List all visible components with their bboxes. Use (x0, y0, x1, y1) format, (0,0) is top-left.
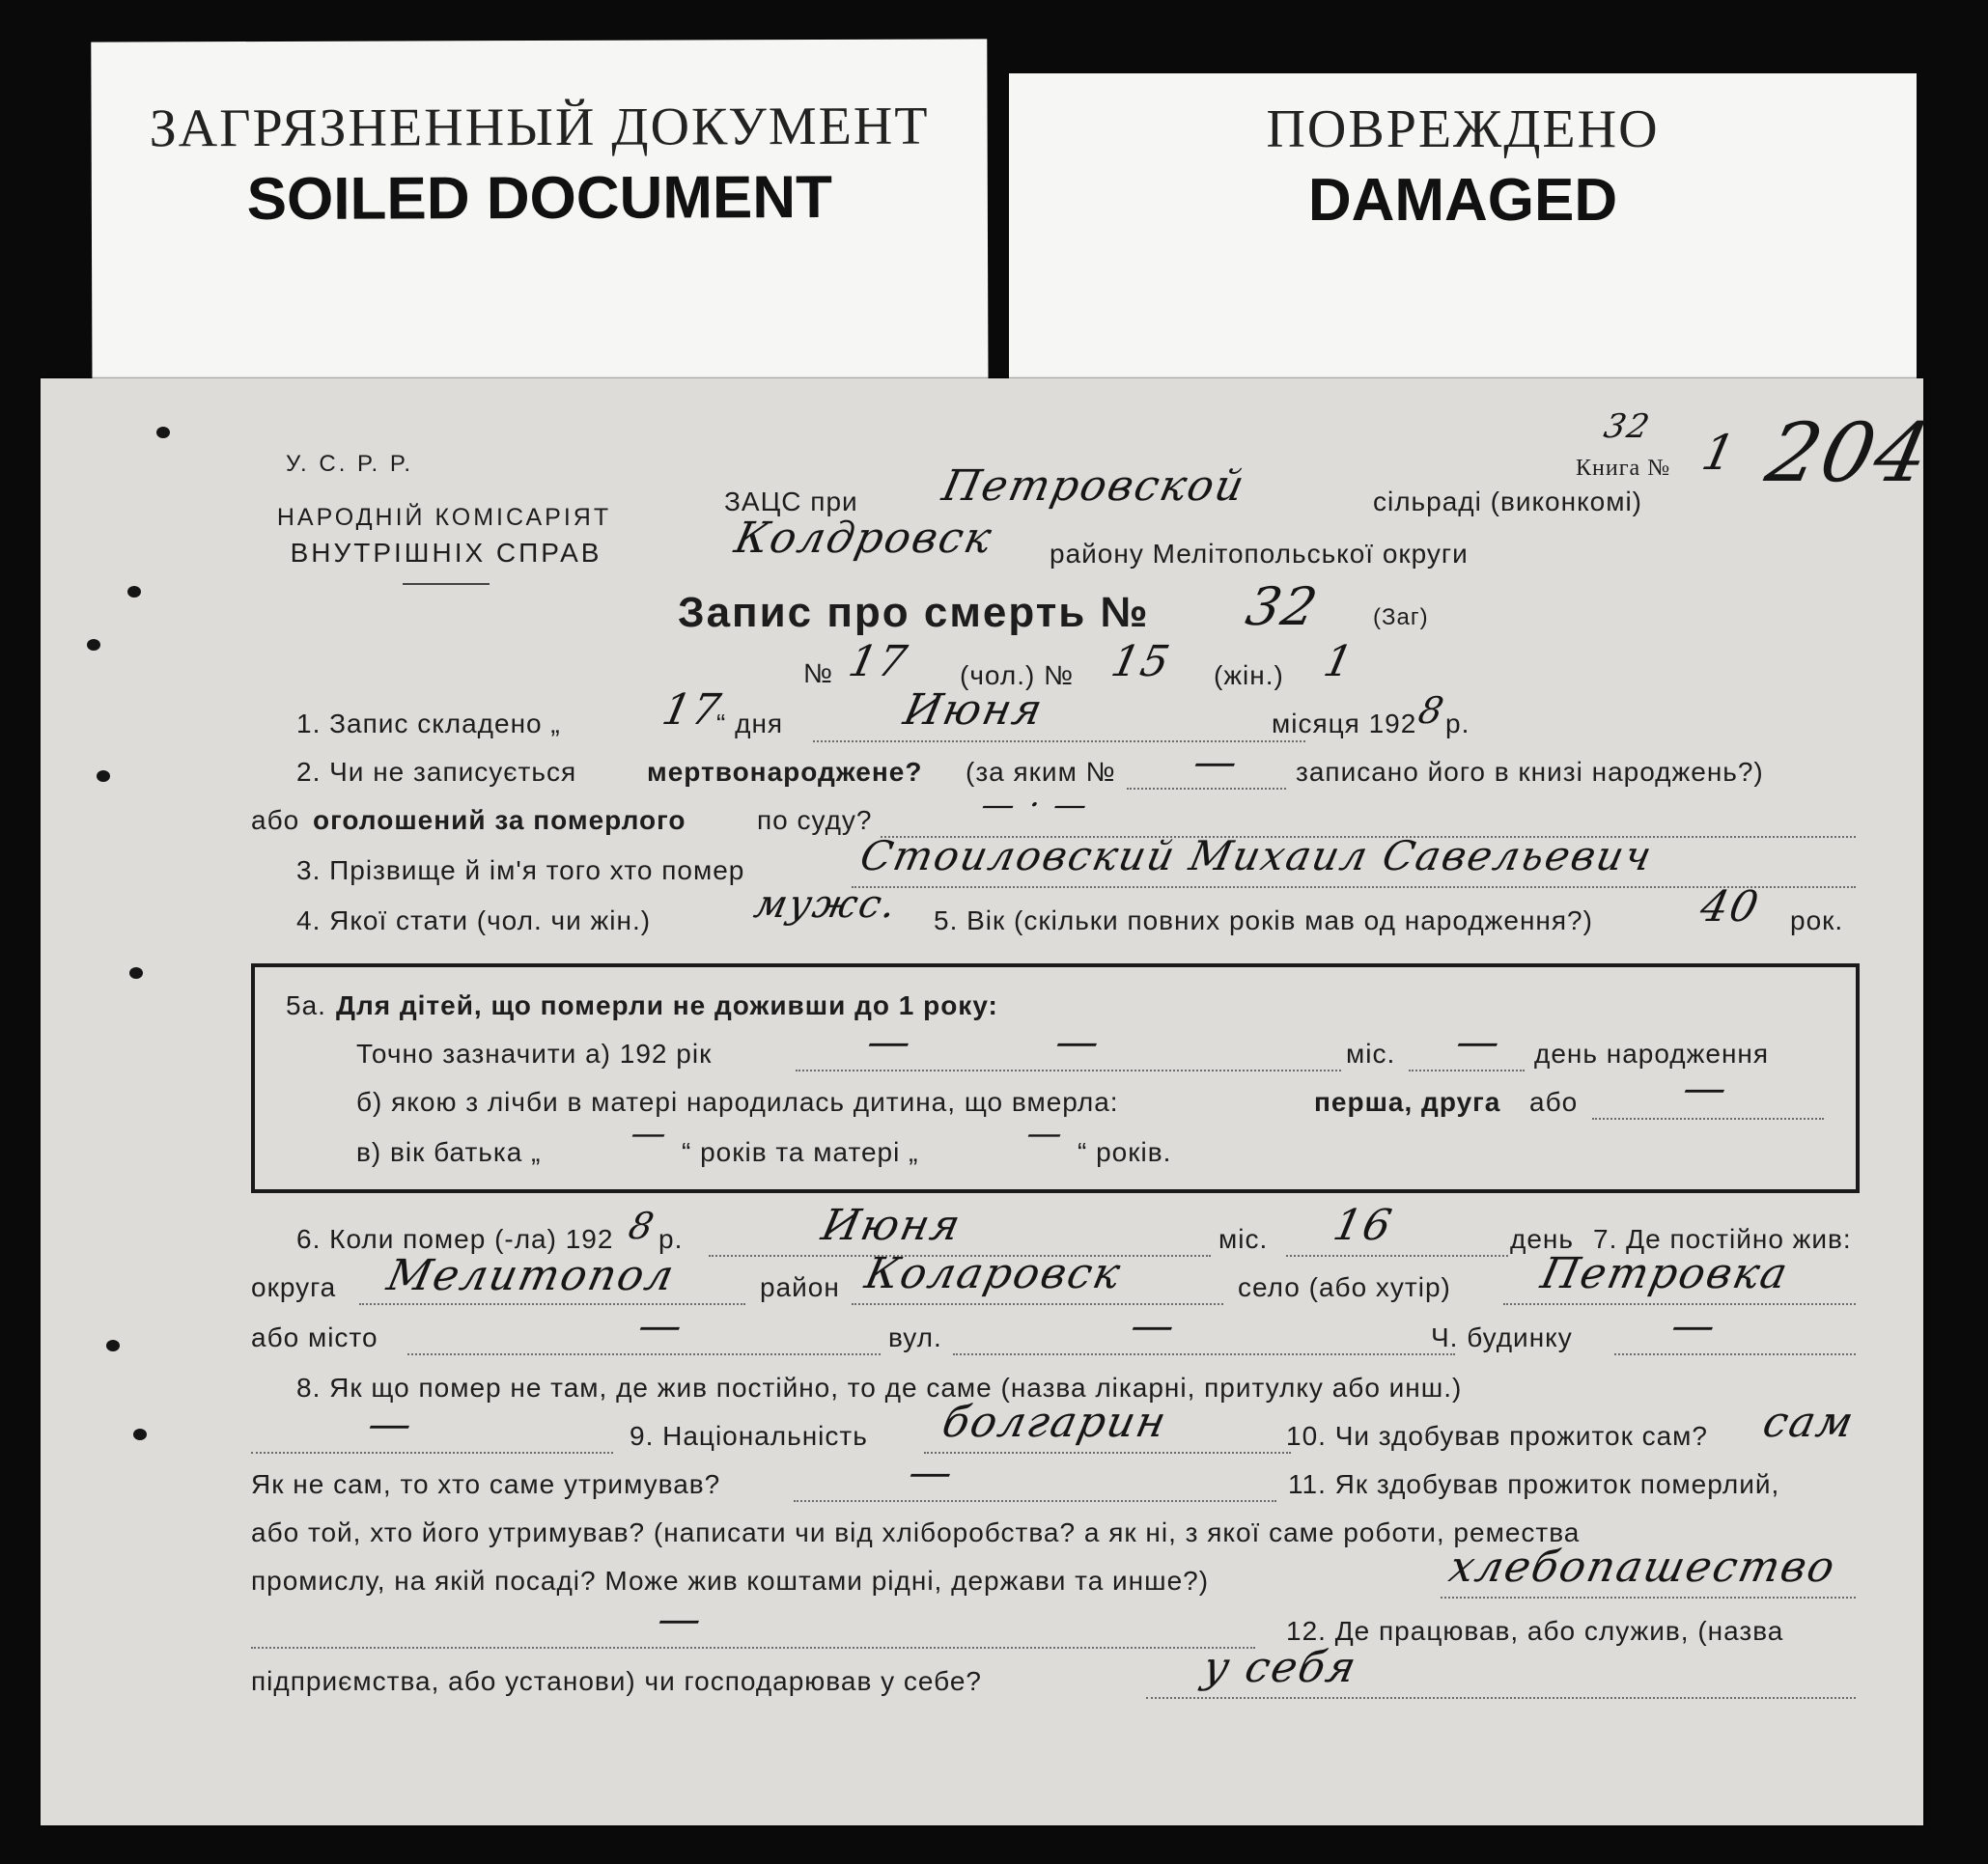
male-number: 17 (844, 637, 913, 686)
f1-month: Июня (899, 685, 1049, 735)
box5a-line-c-mid: “ років та матері „ (682, 1137, 919, 1167)
f1-year: 8 (1414, 689, 1449, 732)
f8-line (251, 1452, 613, 1454)
record-title: Запис про смерть № (678, 589, 1150, 636)
f8-label: 8. Як що помер не там, де жив постійно, то де саме (назва лікарні, притулку або инш.) (296, 1373, 1463, 1403)
f7-okruga-label: округа (251, 1272, 337, 1302)
archive-number: 204 (1758, 405, 1940, 500)
f6-month-label: міс. (1218, 1224, 1269, 1254)
ministry-line-2: ВНУТРІШНІХ СПРАВ (290, 538, 602, 568)
box5a-line-b-bold: перша, друга (1314, 1087, 1501, 1117)
f7-label: 7. Де постійно жив: (1593, 1224, 1852, 1254)
f9-value: болгарин (938, 1398, 1172, 1447)
f7-misto-value: — (633, 1301, 689, 1350)
soiled-label-ru: ЗАГРЯЗНЕННЫЙ ДОКУМЕНТ (149, 96, 930, 159)
f6-label: 6. Коли помер (-ла) 192 (296, 1224, 614, 1254)
district-label: району Мелітопольської округи (1050, 539, 1469, 569)
ministry-line-1: НАРОДНІЙ КОМІСАРІЯТ (276, 504, 612, 531)
f5-unit: рок. (1790, 905, 1844, 935)
f7-okruga-value: Мелитопол (382, 1251, 680, 1300)
damaged-label-en: DAMAGED (1307, 167, 1618, 234)
f11-value: хлебопашество (1444, 1543, 1841, 1592)
f11-line-3: промислу, на якій посаді? Може жив коштами рідні, держави та инше?) (251, 1566, 1210, 1596)
box5a-line-b-dots (1592, 1118, 1824, 1120)
box5a-line-c: в) вік батька „ (356, 1137, 542, 1167)
f12-line-2: підприємства, або установи) чи господарював у себе? (251, 1666, 983, 1696)
f10b-line (794, 1500, 1276, 1502)
f6-day: 16 (1329, 1201, 1398, 1250)
f1-label: 1. Запис складено „ (296, 709, 561, 738)
record-number: 32 (1241, 576, 1325, 637)
f12-value: у себя (1198, 1643, 1362, 1692)
f7-vul-value: — (1126, 1301, 1182, 1350)
f1-month-label: місяця 192 (1272, 709, 1417, 738)
f10-value: сам (1758, 1398, 1860, 1447)
district-value: Колдровск (730, 514, 998, 563)
f6-year: 8 (625, 1205, 659, 1247)
f4-value: мужс. (750, 882, 902, 927)
f4-label: 4. Якої стати (чол. чи жін.) (296, 905, 652, 935)
zags-label: ЗАЦС при (724, 487, 858, 516)
f11-line-2: або той, хто його утримував? (написати чи від хліборобства? а як ні, з якої саме роботи, ремества (251, 1517, 1581, 1547)
box5a-line-c-end: “ років. (1078, 1137, 1172, 1167)
f10b-value: — (904, 1448, 960, 1497)
punch-hole-mark (87, 639, 100, 651)
f5-value: 40 (1695, 882, 1765, 932)
box5a-line-b: б) якою з лічби в матері народилась дитина, що вмерла: (356, 1087, 1119, 1117)
f3-value: Стоиловский Михаил Савельевич (855, 832, 1658, 879)
f2-label-bold: мертвонароджене? (647, 757, 923, 787)
f9-label: 9. Національність (630, 1421, 868, 1451)
f11-line (1441, 1597, 1856, 1599)
box5a-father-age: — (627, 1114, 673, 1154)
f6-year-label: р. (658, 1224, 684, 1254)
f10b-label: Як не сам, то хто саме утримував? (251, 1469, 721, 1499)
damaged-label-ru: ПОВРЕЖДЕНО (1266, 99, 1660, 159)
f7-bud-value: — (1666, 1301, 1722, 1350)
f1-year-label: р. (1445, 709, 1470, 738)
republic-heading: У. С. Р. Р. (285, 451, 413, 477)
f2-line (1127, 788, 1286, 790)
f9-line (924, 1452, 1291, 1454)
f11-line-4-value: — (653, 1595, 709, 1644)
f2b-rest: по суду? (757, 805, 873, 835)
box5a-mother-age: — (1022, 1114, 1069, 1154)
f7-bud-line (1614, 1353, 1856, 1355)
village-council-value: Петровской (938, 461, 1250, 511)
male-number-label-pre: № (803, 658, 834, 688)
box5a-line-b-end: або (1529, 1087, 1579, 1117)
f7-misto-label: або місто (251, 1322, 378, 1352)
f7-vul-line (953, 1353, 1455, 1355)
f7-selo-label: село (або хутір) (1238, 1272, 1451, 1302)
f6-day-label: день (1510, 1224, 1574, 1254)
box5a-month-label: міс. (1346, 1039, 1396, 1069)
f7-selo-value: Петровка (1536, 1249, 1794, 1298)
book-label: Книга № (1576, 456, 1671, 481)
f2b-bold: оголошений за померлого (313, 805, 686, 835)
f7-rayon-label: район (760, 1272, 840, 1302)
f2-label: 2. Чи не записується (296, 757, 577, 787)
f3-label: 3. Прізвище й ім'я того хто помер (296, 855, 745, 885)
death-record-form (41, 378, 1940, 1825)
punch-hole-mark (129, 967, 143, 979)
f7-rayon-value: Коларовск (860, 1249, 1127, 1298)
f2b-value: — · — (977, 786, 1093, 824)
f7-bud-label: Ч. будинку (1431, 1322, 1573, 1352)
f8-value: — (363, 1400, 419, 1449)
male-number-label: (чол.) № (960, 660, 1075, 690)
f7-vul-label: вул. (888, 1322, 942, 1352)
punch-hole-mark (97, 770, 110, 782)
soiled-label-en: SOILED DOCUMENT (246, 163, 833, 234)
box5a-year: — (862, 1017, 918, 1067)
f10-label: 10. Чи здобував прожиток сам? (1286, 1421, 1708, 1451)
f6-day-line (1286, 1255, 1508, 1257)
punch-hole-mark (133, 1429, 147, 1440)
header-divider (403, 583, 490, 585)
book-number: 1 (1696, 425, 1742, 481)
f12-line (1146, 1697, 1856, 1699)
box5a-line-a: Точно зазначити а) 192 рік (356, 1039, 713, 1069)
f1-day: 17 (658, 685, 727, 735)
zag-label: (Заг) (1373, 604, 1429, 630)
box5a-month: — (1451, 1017, 1507, 1067)
box5a-title: Для дітей, що померли не доживши до 1 року: (336, 990, 998, 1020)
council-label: сільраді (виконкомі) (1373, 487, 1642, 516)
box5a-day-label: день народження (1534, 1039, 1770, 1069)
f2b-pre: або (251, 805, 300, 835)
f7-misto-line (407, 1353, 881, 1355)
book-number-small: 32 (1600, 407, 1655, 446)
female-number: 15 (1106, 637, 1176, 686)
f2-label-rest: (за яким № (966, 757, 1116, 787)
f2-value: — (1189, 737, 1245, 787)
box5a-month-dots (1409, 1070, 1525, 1071)
f6-month: Июня (817, 1201, 966, 1250)
female-extra: 1 (1319, 637, 1359, 686)
f1-day-label: “ дня (716, 709, 784, 738)
f5-label: 5. Вік (скільки повних років мав од народження?) (934, 905, 1593, 935)
punch-hole-mark (127, 586, 141, 598)
box5a-number: 5а. (286, 990, 326, 1020)
box5a-birth-order: — (1678, 1064, 1734, 1113)
punch-hole-mark (106, 1340, 120, 1351)
f11-label: 11. Як здобував прожиток померлий, (1288, 1469, 1780, 1499)
f12-label: 12. Де працював, або служив, (назва (1286, 1616, 1784, 1646)
infant-death-box (251, 963, 1860, 1193)
punch-hole-mark (156, 427, 170, 438)
box5a-line-a-dots (796, 1070, 1341, 1071)
f11-line-4 (251, 1647, 1255, 1649)
box5a-year-2: — (1050, 1017, 1106, 1067)
f2-label-end: записано його в книзі народжень?) (1296, 757, 1764, 787)
female-number-label: (жін.) (1214, 660, 1284, 690)
